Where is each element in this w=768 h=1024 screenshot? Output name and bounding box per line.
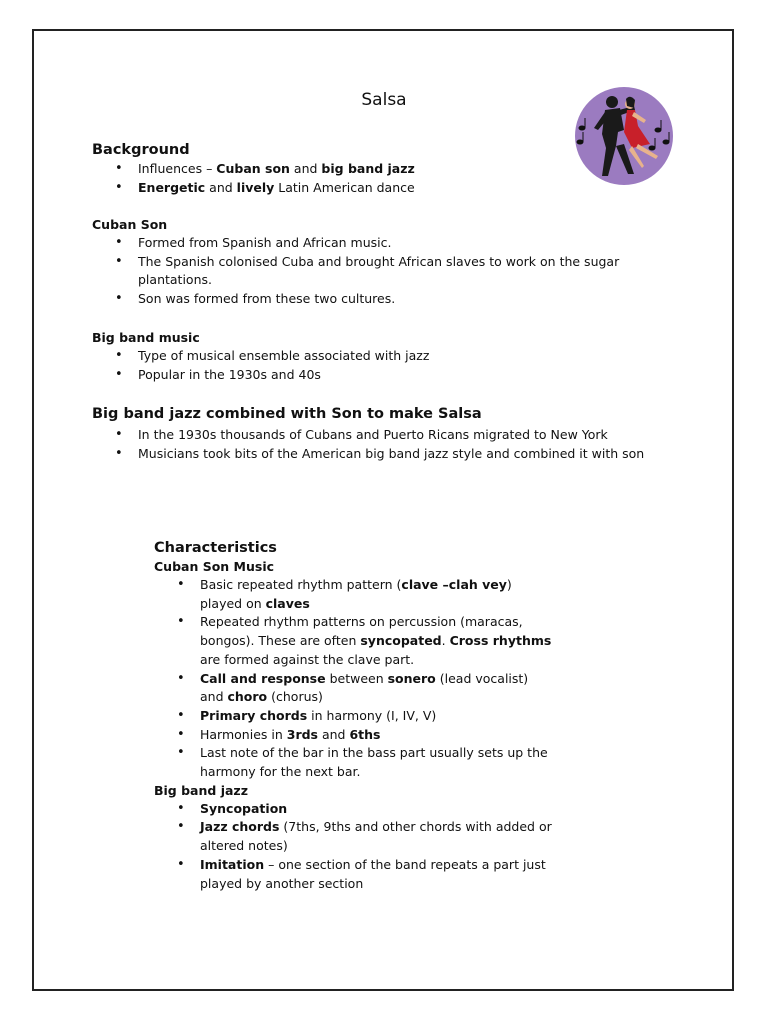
cuban-son-music-list <box>154 576 554 782</box>
background-section <box>92 140 692 197</box>
text: in harmony (I, IV, V) <box>307 707 437 723</box>
list-item <box>138 179 692 198</box>
text: (chorus) <box>267 689 323 705</box>
bold-text: big band jazz <box>321 161 415 176</box>
text: Influences – <box>138 161 217 176</box>
combined-list <box>92 426 712 463</box>
list-item <box>200 856 554 893</box>
list-item <box>200 576 554 613</box>
text: and <box>205 179 237 195</box>
list-item <box>138 290 652 309</box>
text: Harmonies in <box>200 726 287 742</box>
background-list <box>92 160 692 197</box>
characteristics-section <box>154 538 614 893</box>
list-item <box>138 445 712 464</box>
bold-text: choro <box>227 689 268 705</box>
background-heading: Background <box>92 142 190 158</box>
combined-section <box>92 404 712 463</box>
list-item <box>138 366 692 385</box>
list-item <box>138 234 652 253</box>
text: Latin American dance <box>274 179 415 195</box>
text: – one section of the band repeats a part just played by another section <box>200 856 546 891</box>
text: (lead vocalist) and <box>200 670 529 705</box>
cuban-son-list <box>92 234 652 309</box>
text: Last note of the bar in the bass part usually sets up the harmony for the next bar. <box>200 745 548 780</box>
big-band-jazz-heading: Big band jazz <box>154 782 248 798</box>
text: . <box>441 633 450 649</box>
list-item <box>200 613 554 669</box>
list-item <box>200 744 554 781</box>
bold-text: Imitation <box>200 856 265 872</box>
list-item <box>200 707 554 726</box>
list-item <box>200 670 554 707</box>
list-item <box>200 818 554 855</box>
list-item <box>138 253 652 290</box>
bold-text: syncopated <box>360 633 442 649</box>
text: ) played on <box>200 577 512 611</box>
bold-text: Syncopation <box>200 800 288 816</box>
bold-text: claves <box>265 595 310 611</box>
list-item <box>138 426 712 445</box>
cuban-son-section <box>92 216 652 309</box>
cuban-son-heading: Cuban Son <box>92 217 168 232</box>
bold-text: Energetic <box>138 179 206 195</box>
text: In the 1930s thousands of Cubans and Puerto Ricans migrated to New York <box>138 427 608 442</box>
cuban-son-music-heading: Cuban Son Music <box>154 559 275 574</box>
characteristics-heading: Characteristics <box>154 540 277 556</box>
list-item <box>200 800 554 819</box>
bold-text: clave –clah vey <box>401 577 507 592</box>
list-item <box>138 347 692 366</box>
text: Popular in the 1930s and 40s <box>138 366 321 382</box>
bold-text: lively <box>236 179 275 195</box>
bold-text: Cross rhythms <box>449 633 552 649</box>
bold-text: Primary chords <box>200 707 308 723</box>
text: (7ths, 9ths and other chords with added or altered notes) <box>200 819 552 854</box>
text: between <box>325 670 388 686</box>
bold-text: sonero <box>387 670 436 686</box>
list-item <box>138 160 692 179</box>
text: Formed from Spanish and African music. <box>138 235 392 250</box>
bold-text: 3rds <box>286 726 318 742</box>
page-title: Salsa <box>361 90 407 110</box>
text: Type of musical ensemble associated with jazz <box>138 348 430 363</box>
bold-text: 6ths <box>349 726 381 742</box>
big-band-music-list <box>92 347 692 384</box>
text: are formed against the clave part. <box>200 651 415 667</box>
big-band-music-section <box>92 329 692 384</box>
combined-heading: Big band jazz combined with Son to make Salsa <box>92 406 482 422</box>
text: Son was formed from these two cultures. <box>138 291 396 307</box>
text: and <box>289 161 322 176</box>
big-band-jazz-list <box>154 800 554 894</box>
bold-text: Call and response <box>200 670 326 686</box>
text: Musicians took bits of the American big band jazz style and combined it with son <box>138 445 645 461</box>
text: Repeated rhythm patterns on percussion (maracas, bongos). These are often <box>200 614 523 649</box>
bold-text: Jazz chords <box>200 819 280 835</box>
text: The Spanish colonised Cuba and brought African slaves to work on the sugar plantations. <box>138 253 620 288</box>
text: Basic repeated rhythm pattern ( <box>200 577 402 592</box>
bold-text: Cuban son <box>216 161 290 176</box>
list-item <box>200 726 554 745</box>
text: and <box>318 726 350 742</box>
big-band-music-heading: Big band music <box>92 330 200 345</box>
